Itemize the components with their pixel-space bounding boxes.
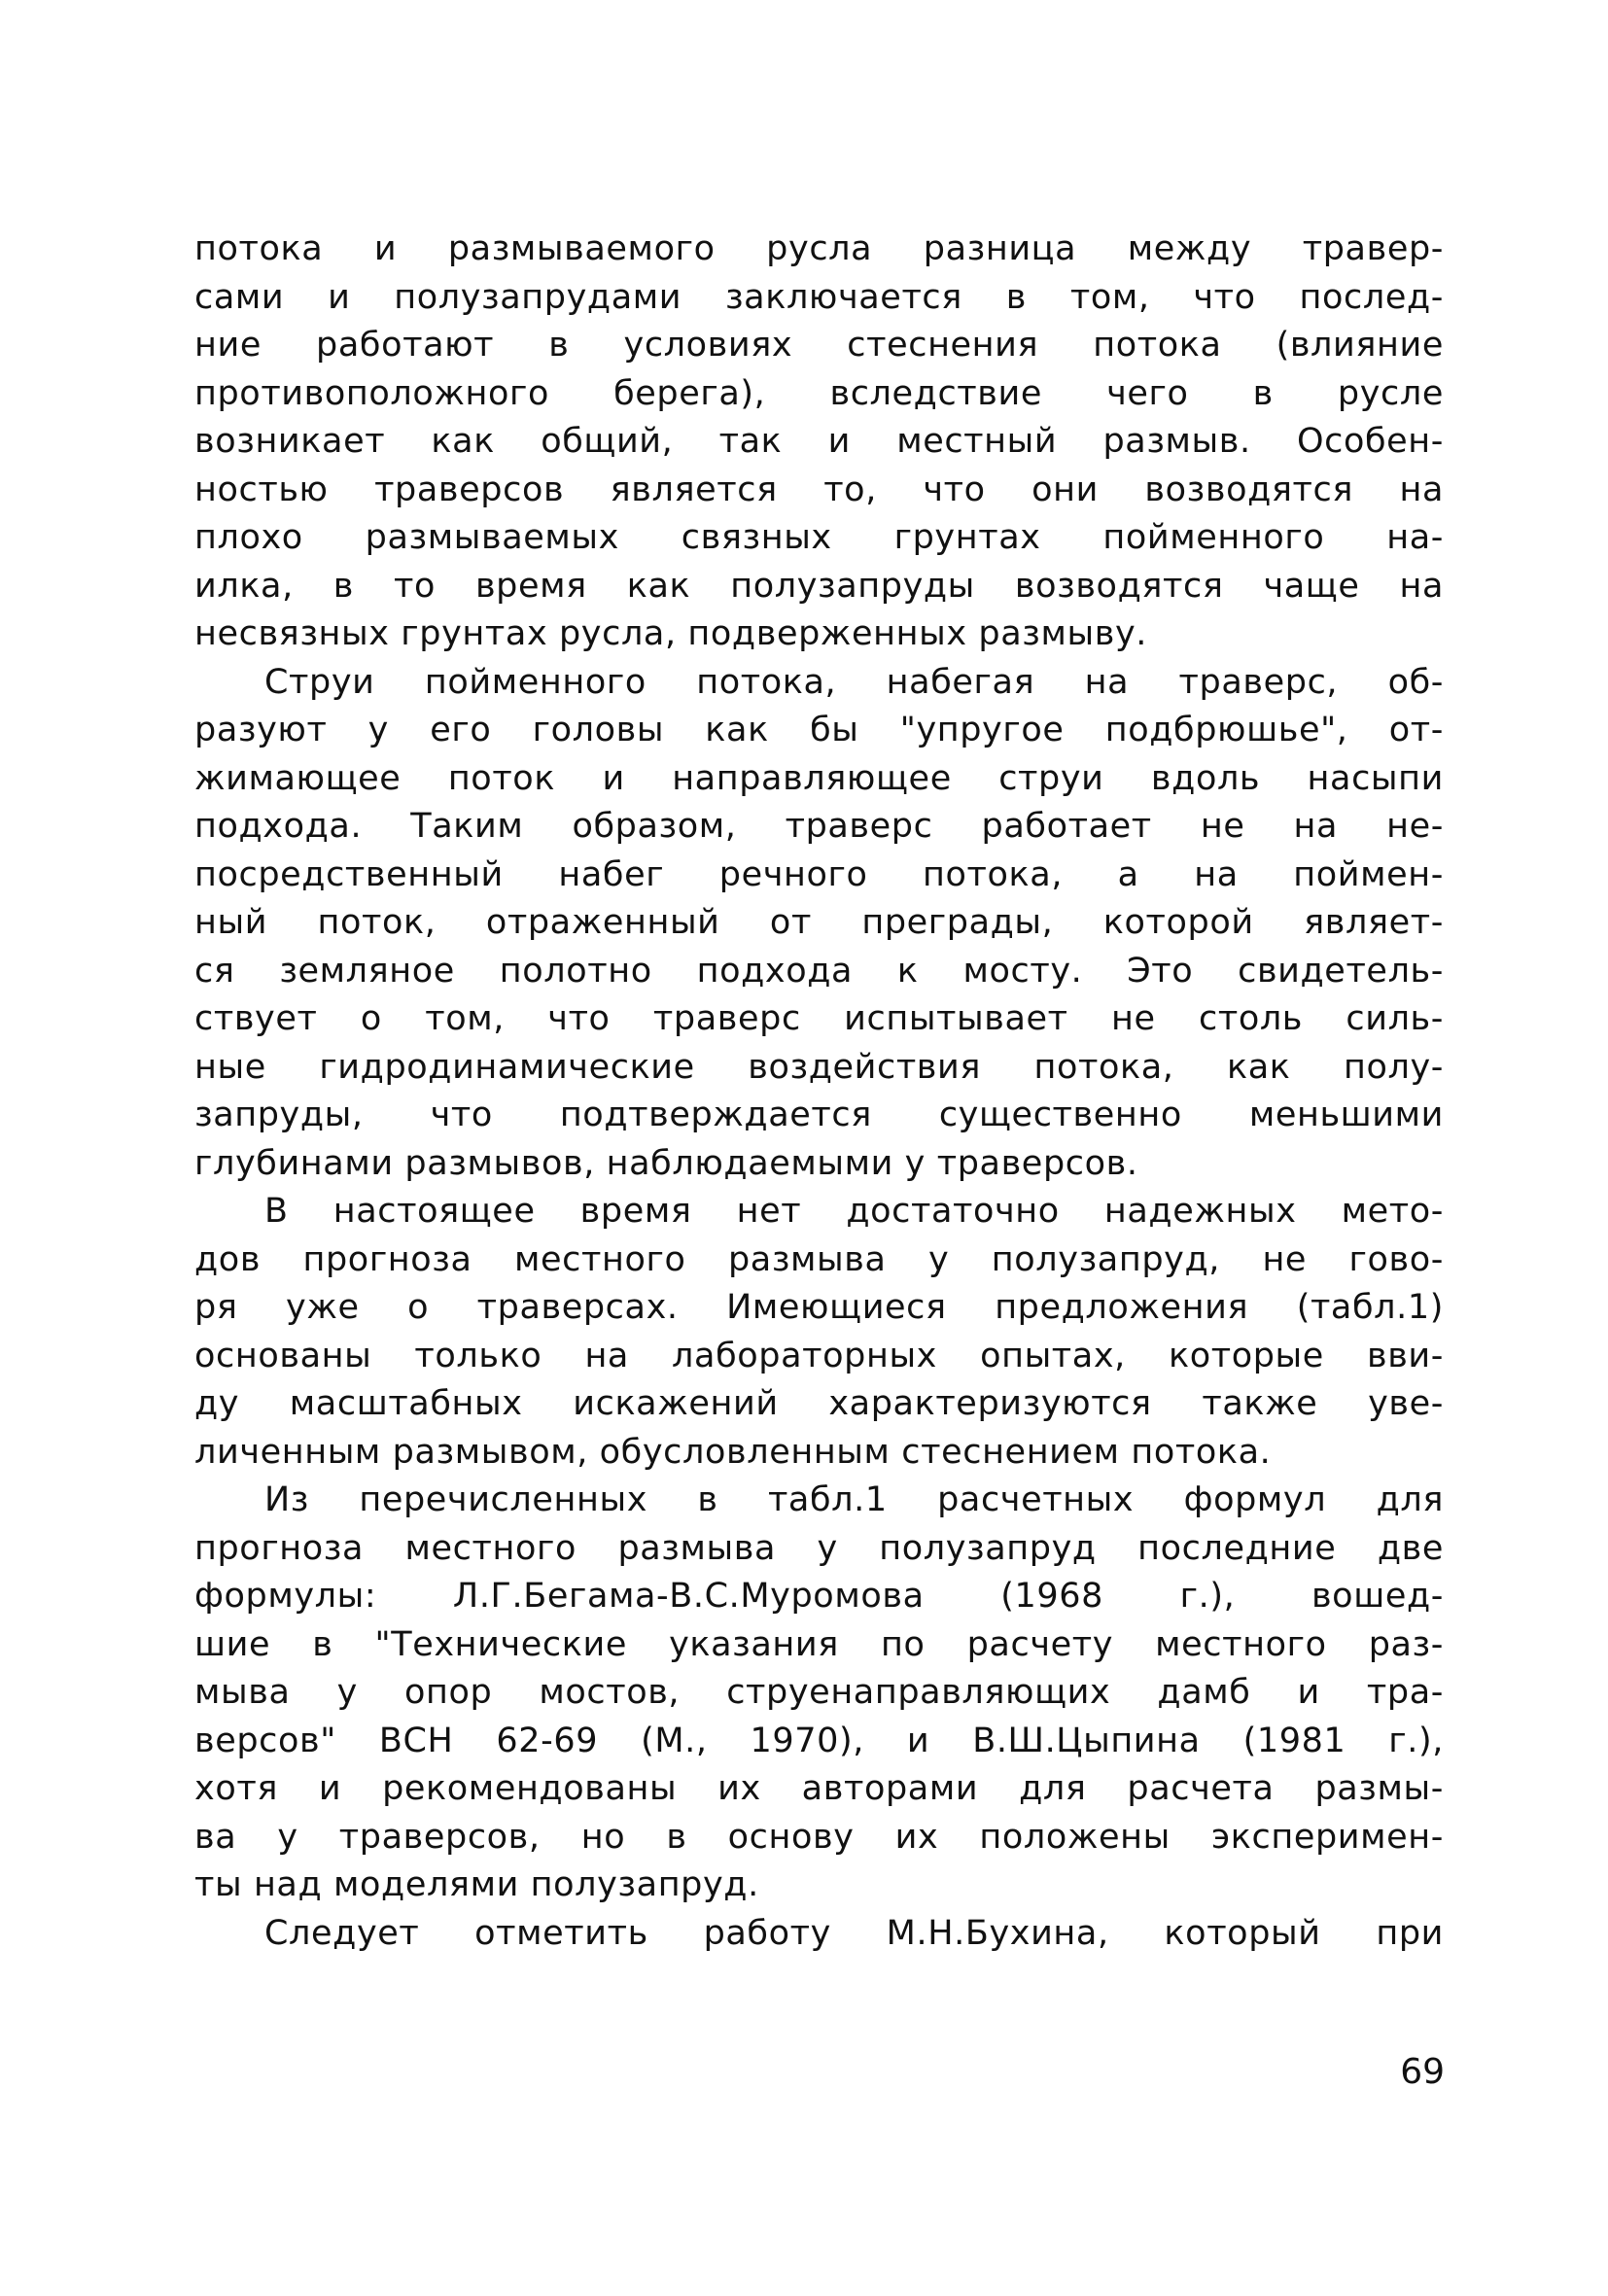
text-line: жимающее поток и направляющее струи вдоль насыпи (194, 758, 1444, 798)
text-line: ные гидродинамические воздействия потока, как полу- (194, 1047, 1444, 1087)
page-number: 69 (1400, 2052, 1445, 2092)
text-line: запруды, что подтверждается существенно меньшими (194, 1096, 1444, 1134)
body-text (194, 226, 1444, 1995)
text-line: посредственный набег речного потока, а на поймен- (194, 854, 1444, 894)
paragraph-end-line: глубинами размывов, наблюдаемыми у траверсов. (194, 1143, 1138, 1183)
text-line: ствует о том, что траверс испытывает не столь силь- (194, 999, 1444, 1038)
text-line: ностью траверсов является то, что они возводятся на (194, 470, 1444, 509)
text-line: ду масштабных искажений характеризуются также уве- (194, 1384, 1444, 1423)
paragraph-end-line: личенным размывом, обусловленным стеснением потока. (194, 1432, 1272, 1472)
text-line: ся земляное полотно подхода к мосту. Это свидетель- (194, 951, 1444, 991)
paragraph-start-line: Из перечисленных в табл.1 расчетных формул для (264, 1480, 1444, 1519)
text-line: ный поток, отраженный от преграды, которой являет- (194, 903, 1444, 942)
text-line: прогноза местного размыва у полузапруд последние две (194, 1528, 1444, 1568)
text-line: шие в "Технические указания по расчету местного раз- (194, 1624, 1444, 1664)
paragraph-start-line: Следует отметить работу М.Н.Бухина, который при (264, 1913, 1444, 1953)
paragraph-end-line: несвязных грунтах русла, подверженных размыву. (194, 614, 1147, 653)
text-line: разуют у его головы как бы "упругое подбрюшье", от- (194, 711, 1444, 749)
text-line: ва у траверсов, но в основу их положены эксперимен- (194, 1817, 1444, 1857)
text-line: ние работают в условиях стеснения потока (влияние (194, 326, 1444, 365)
text-line: версов" ВСН 62-69 (М., 1970), и В.Ш.Цыпина (1981 г.), (194, 1721, 1444, 1760)
text-line: сами и полузапрудами заключается в том, что послед- (194, 277, 1444, 317)
text-line: хотя и рекомендованы их авторами для расчета размы- (194, 1769, 1444, 1808)
text-line: илка, в то время как полузапруды возводятся чаще на (194, 566, 1444, 606)
paragraph-end-line: ты над моделями полузапруд. (194, 1865, 759, 1904)
text-line: противоположного берега), вследствие чего в русле (194, 373, 1444, 413)
text-line: подхода. Таким образом, траверс работает не на не- (194, 807, 1444, 846)
paragraph-start-line: В настоящее время нет достаточно надежных мето- (264, 1192, 1444, 1231)
text-line: возникает как общий, так и местный размыв. Особен- (194, 422, 1444, 461)
text-line: основаны только на лабораторных опытах, которые вви- (194, 1336, 1444, 1375)
text-line: мыва у опор мостов, струенаправляющих дамб и тра- (194, 1673, 1444, 1712)
text-line: ря уже о траверсах. Имеющиеся предложения (табл.1) (194, 1288, 1444, 1327)
text-line: формулы: Л.Г.Бегама-В.С.Муромова (1968 г.), вошед- (194, 1577, 1444, 1616)
text-line: потока и размываемого русла разница между травер- (194, 229, 1444, 268)
text-line: дов прогноза местного размыва у полузапруд, не гово- (194, 1239, 1444, 1279)
paragraph-start-line: Струи пойменного потока, набегая на траверс, об- (264, 662, 1444, 702)
text-line: плохо размываемых связных грунтах пойменного на- (194, 518, 1444, 557)
